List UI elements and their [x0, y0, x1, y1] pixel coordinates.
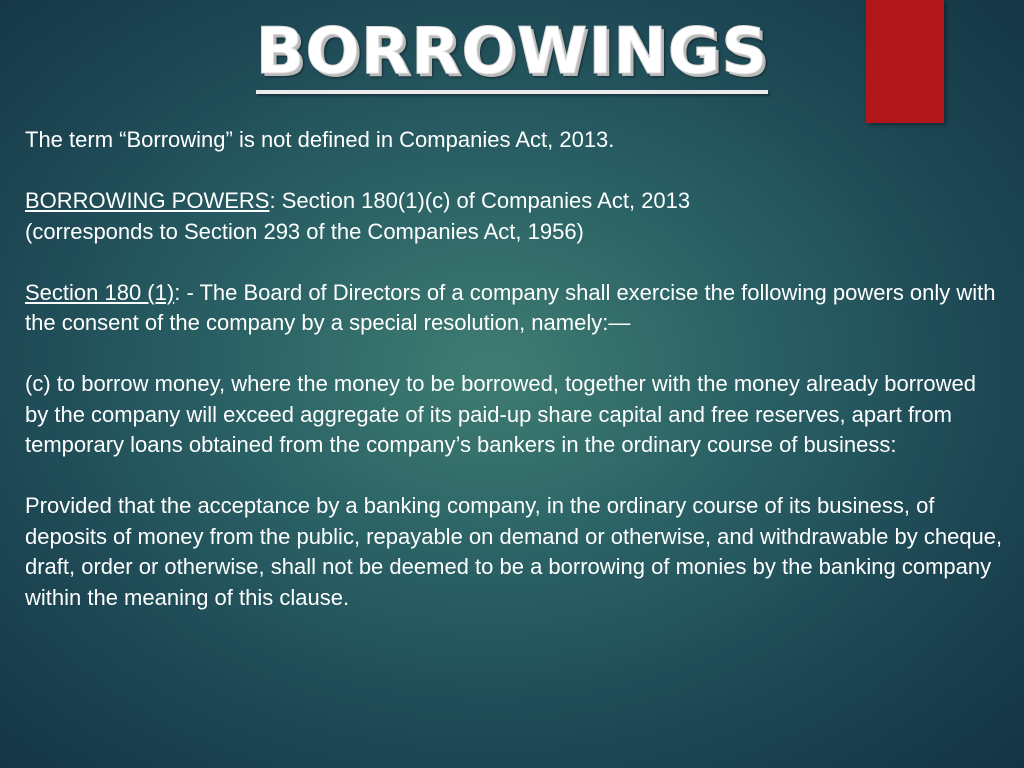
paragraph-clause-c: (c) to borrow money, where the money to be borrowed, together with the money already borrowed by the company will exceed aggregate of its paid-up share capital and free reserves, apart from temporary loans obtained from the company’s bankers in the ordinary course of business: — [25, 371, 976, 457]
title-underline — [256, 90, 768, 94]
paragraph-borrowing-powers — [25, 186, 1005, 247]
paragraph-definition: The term “Borrowing” is not defined in Companies Act, 2013. — [25, 127, 615, 152]
section-180-colon: : — [174, 279, 181, 305]
paragraph-proviso: Provided that the acceptance by a banking company, in the ordinary course of its business, of deposits of money from the public, repayable on demand or otherwise, and withdrawable by cheque, draft, order or otherwise, shall not be deemed to be a borrowing of monies by the banking company within the meaning of this clause. — [25, 493, 1003, 610]
paragraph-section-180 — [25, 278, 1005, 339]
title-container — [252, 14, 772, 90]
borrowing-powers-correspondence: (corresponds to Section 293 of the Companies Act, 1956) — [25, 218, 584, 244]
red-accent-bar — [866, 0, 944, 123]
slide-body — [25, 125, 1005, 613]
slide-title: BORROWINGS — [255, 15, 769, 89]
borrowing-powers-colon: : — [269, 188, 276, 213]
section-180-label: Section 180 (1) — [25, 279, 175, 305]
borrowing-powers-label: BORROWING POWERS — [25, 188, 270, 213]
borrowing-powers-text: Section 180(1)(c) of Companies Act, 2013 — [275, 188, 691, 213]
section-180-text: - The Board of Directors of a company shall exercise the following powers only with the consent of the company by a special resolution, namely:— — [25, 279, 996, 335]
